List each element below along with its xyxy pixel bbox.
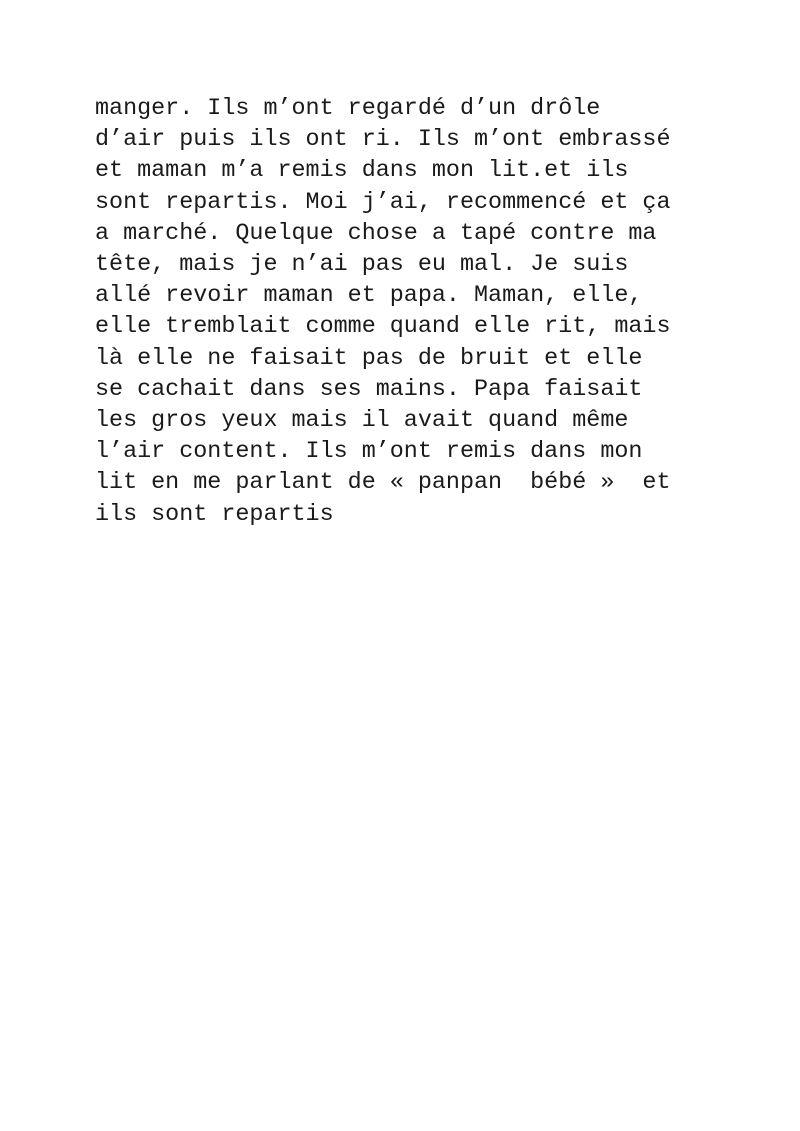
text-line: manger. Ils m’ont regardé d’un drôle bbox=[95, 96, 601, 122]
text-line: se cachait dans ses mains. Papa faisait bbox=[95, 376, 643, 403]
text-line: d’air puis ils ont ri. Ils m’ont embrassé bbox=[95, 127, 671, 154]
text-line: ils sont repartis bbox=[95, 501, 334, 528]
text-line: l’air content. Ils m’ont remis dans mon bbox=[95, 439, 643, 466]
body-text bbox=[95, 94, 715, 531]
text-line: là elle ne faisait pas de bruit et elle bbox=[95, 345, 643, 372]
text-line: lit en me parlant de « panpan bébé » et bbox=[95, 470, 671, 497]
text-line: a marché. Quelque chose a tapé contre ma bbox=[95, 220, 657, 247]
text-line: les gros yeux mais il avait quand même bbox=[95, 408, 629, 435]
text-line: elle tremblait comme quand elle rit, mais bbox=[95, 314, 671, 341]
text-line: sont repartis. Moi j’ai, recommencé et ça bbox=[95, 189, 671, 216]
text-line: allé revoir maman et papa. Maman, elle, bbox=[95, 283, 643, 310]
text-line: et maman m’a remis dans mon lit.et ils bbox=[95, 158, 629, 185]
text-line: tête, mais je n’ai pas eu mal. Je suis bbox=[95, 252, 629, 279]
